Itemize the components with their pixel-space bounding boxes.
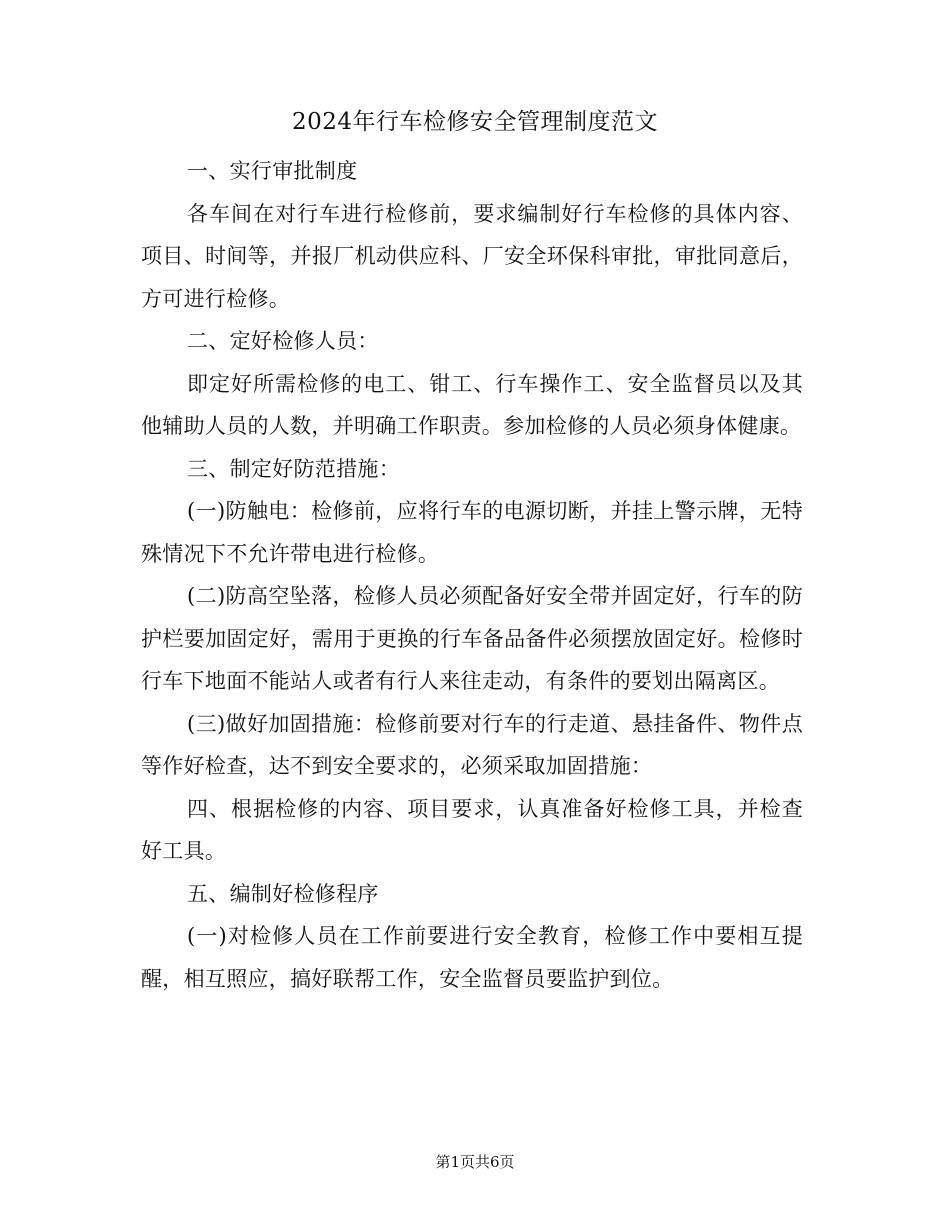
paragraph: (二)防高空坠落，检修人员必须配备好安全带并固定好，行车的防护栏要加固定好，需用于更换的行车备品备件必须摆放固定好。检修时行车下地面不能站人或者有行人来往走动，有条件的要划出隔离区。: [141, 584, 803, 693]
document-body: [141, 150, 803, 1000]
paragraph: (一)防触电：检修前，应将行车的电源切断，并挂上警示牌，无特殊情况下不允许带电进行检修。: [141, 499, 803, 566]
section-heading-2: 二、定好检修人员：: [187, 329, 379, 353]
paragraph: 各车间在对行车进行检修前，要求编制好行车检修的具体内容、项目、时间等，并报厂机动供应科、厂安全环保科审批，审批同意后，方可进行检修。: [141, 201, 803, 311]
paragraph: (三)做好加固措施：检修前要对行车的行走道、悬挂备件、物件点等作好检查，达不到安全要求的，必须采取加固措施：: [141, 711, 803, 778]
section-heading-4: 四、根据检修的内容、项目要求，认真准备好检修工具，并检查好工具。: [141, 796, 803, 863]
page-number-footer: 第1页共6页: [435, 1153, 515, 1171]
paragraph: (一)对检修人员在工作前要进行安全教育，检修工作中要相互提醒，相互照应，搞好联帮工作，安全监督员要监护到位。: [141, 924, 803, 991]
section-heading-5: 五、编制好检修程序: [187, 881, 379, 906]
section-heading-3: 三、制定好防范措施：: [187, 456, 400, 481]
document-title: 2024年行车检修安全管理制度范文: [291, 109, 659, 135]
section-heading-1: 一、实行审批制度: [187, 159, 358, 183]
paragraph: 即定好所需检修的电工、钳工、行车操作工、安全监督员以及其他辅助人员的人数，并明确工作职责。参加检修的人员必须身体健康。: [141, 371, 803, 438]
